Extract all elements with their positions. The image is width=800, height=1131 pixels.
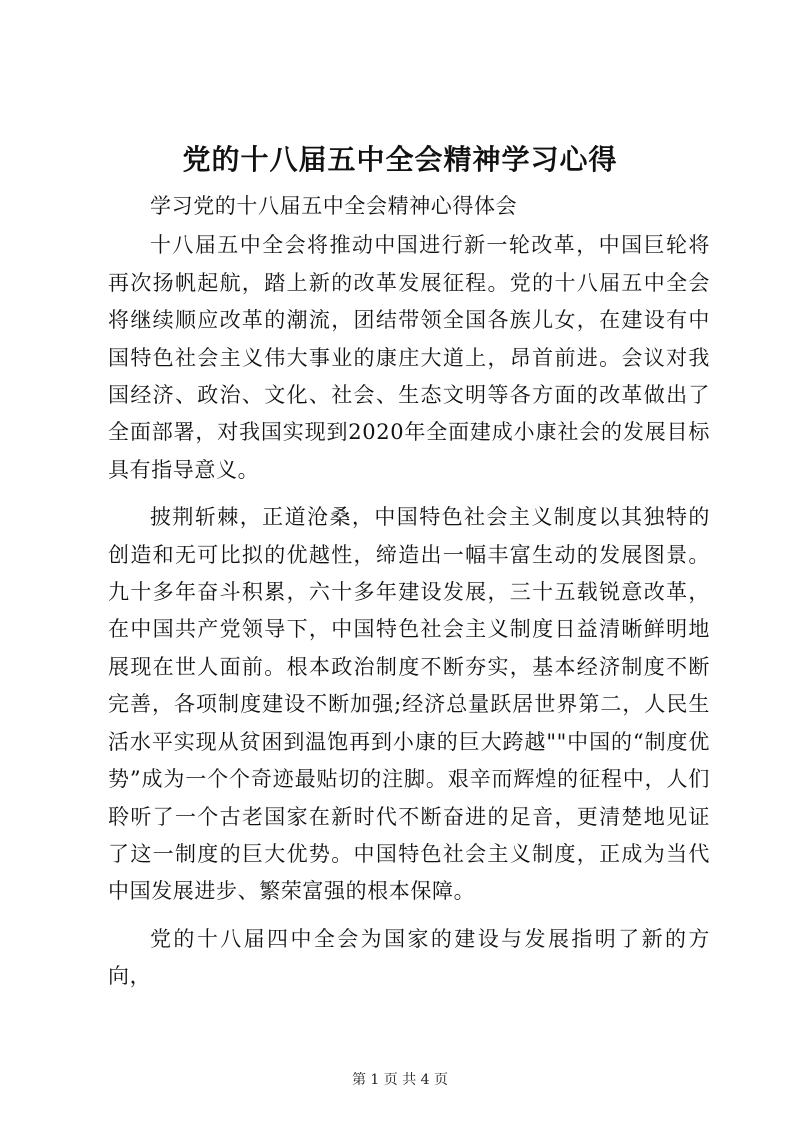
document-title: 党的十八届五中全会精神学习心得 bbox=[182, 143, 618, 176]
paragraph-1: 十八届五中全会将推动中国进行新一轮改革，中国巨轮将再次扬帆起航，踏上新的改革发展征程。党的十八届五中全会将继续顺应改革的潮流，团结带领全国各族儿女，在建设有中国特色社会主义伟大事业的康庄大道上，昂首前进。会议对我国经济、政治、文化、社会、生态文明等各方面的改革做出了全面部署，对我国实现到2020年全面建成小康社会的发展目标具有指导意义。 bbox=[108, 233, 710, 482]
page-number-footer: 第 1 页 共 4 页 bbox=[351, 1072, 449, 1088]
paragraph-3: 党的十八届四中全会为国家的建设与发展指明了新的方向， bbox=[108, 926, 710, 989]
paragraph-2: 披荆斩棘，正道沧桑，中国特色社会主义制度以其独特的创造和无可比拟的优越性，缔造出一幅丰富生动的发展图景。九十多年奋斗积累，六十多年建设发展，三十五载锐意改革，在中国共产党领导下，中国特色社会主义制度日益清晰鲜明地展现在世人面前。根本政治制度不断夯实，基本经济制度不断完善，各项制度建设不断加强;经济总量跃居世界第二，人民生活水平实现从贫困到温饱再到小康的巨大跨越""中国的“制度优势”成为一个个奇迹最贴切的注脚。艰辛而辉煌的征程中，人们聆听了一个古老国家在新时代不断奋进的足音，更清楚地见证了这一制度的巨大优势。中国特色社会主义制度，正成为当代中国发展进步、繁荣富强的根本保障。 bbox=[108, 505, 710, 904]
document-body bbox=[108, 188, 710, 996]
document-subtitle: 学习党的十八届五中全会精神心得体会 bbox=[150, 194, 518, 218]
